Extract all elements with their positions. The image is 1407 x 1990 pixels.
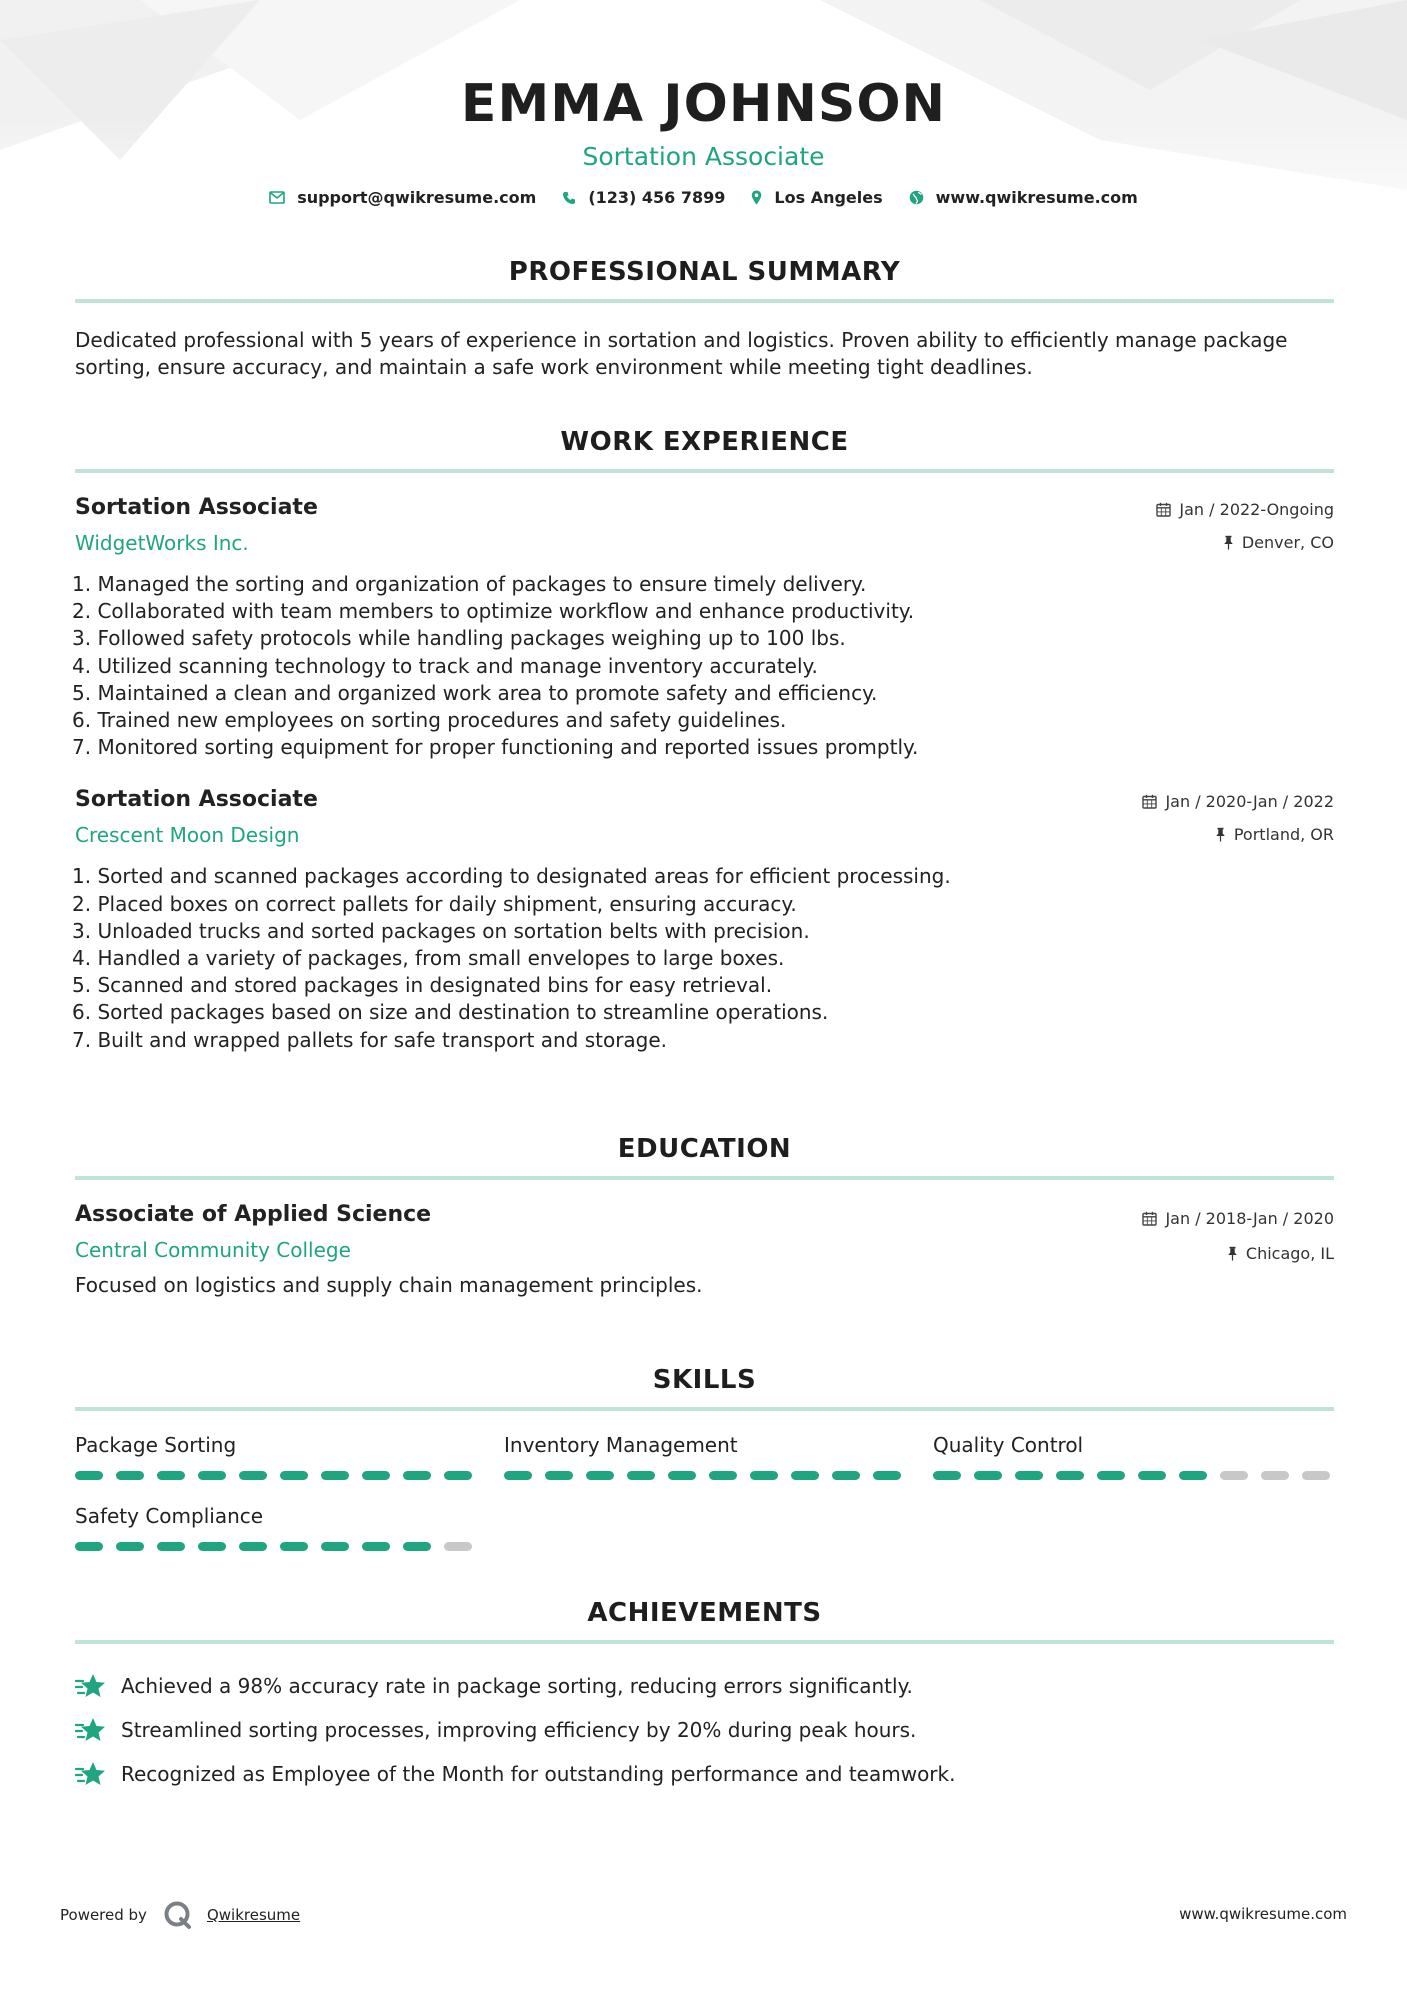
skill-segment-filled bbox=[280, 1542, 308, 1551]
duty-item: Followed safety protocols while handling packages weighing up to 100 lbs. bbox=[97, 626, 846, 651]
skill-segment-filled bbox=[873, 1471, 901, 1480]
achievements-list bbox=[75, 1664, 1334, 1796]
experience-heading: WORK EXPERIENCE bbox=[560, 427, 849, 457]
candidate-name: EMMA JOHNSON bbox=[460, 74, 947, 134]
phone-text: (123) 456 7899 bbox=[588, 188, 726, 207]
duty-item: Handled a variety of packages, from small envelopes to large boxes. bbox=[97, 946, 785, 971]
section-divider bbox=[75, 1176, 1334, 1180]
star-award-icon bbox=[75, 1716, 107, 1744]
education-entry bbox=[75, 1200, 1334, 1299]
skill-segment-filled bbox=[321, 1471, 349, 1480]
duty-item: Placed boxes on correct pallets for daily shipment, ensuring accuracy. bbox=[97, 891, 797, 916]
skill-segment-filled bbox=[1015, 1471, 1043, 1480]
skill-segment-filled bbox=[1138, 1471, 1166, 1480]
duty-item: Managed the sorting and organization of packages to ensure timely delivery. bbox=[97, 572, 867, 596]
candidate-title: Sortation Associate bbox=[582, 142, 825, 171]
skill-segment-filled bbox=[1097, 1471, 1125, 1480]
section-divider bbox=[75, 1640, 1334, 1644]
skill-segment-filled bbox=[791, 1471, 819, 1480]
skill-level-bar bbox=[933, 1471, 1333, 1480]
skill-segment-filled bbox=[668, 1471, 696, 1480]
section-divider bbox=[75, 299, 1334, 303]
skill-item bbox=[75, 1431, 475, 1480]
duty-item: Trained new employees on sorting procedures and safety guidelines. bbox=[97, 708, 787, 733]
job-title: Sortation Associate bbox=[75, 495, 318, 520]
skill-segment-filled bbox=[75, 1471, 103, 1480]
globe-icon bbox=[909, 190, 924, 205]
skill-segment-filled bbox=[403, 1542, 431, 1551]
duty-item: Unloaded trucks and sorted packages on sortation belts with precision. bbox=[97, 918, 810, 943]
skill-segment-filled bbox=[116, 1471, 144, 1480]
experience-section bbox=[75, 425, 1334, 1054]
email-text: support@qwikresume.com bbox=[297, 188, 537, 207]
job-dates-text: Jan / 2020-Jan / 2022 bbox=[1165, 791, 1334, 811]
envelope-icon bbox=[269, 191, 285, 204]
job-location-text: Denver, CO bbox=[1241, 532, 1334, 552]
skill-segment-filled bbox=[933, 1471, 961, 1480]
brand-link[interactable]: Qwikresume bbox=[206, 1906, 301, 1924]
skill-name: Inventory Management bbox=[504, 1433, 738, 1457]
skill-name: Quality Control bbox=[933, 1433, 1084, 1457]
duty-item: Built and wrapped pallets for safe transport and storage. bbox=[97, 1027, 668, 1052]
education-location-text: Chicago, IL bbox=[1245, 1243, 1334, 1263]
school-name: Central Community College bbox=[75, 1238, 351, 1262]
section-divider bbox=[75, 469, 1334, 473]
location-text: Los Angeles bbox=[774, 188, 883, 207]
skill-segment-filled bbox=[280, 1471, 308, 1480]
skill-segment-filled bbox=[750, 1471, 778, 1480]
duty-item: Sorted packages based on size and destination to streamline operations. bbox=[97, 1000, 829, 1025]
powered-by-label: Powered by bbox=[60, 1906, 147, 1924]
job-duties bbox=[75, 863, 1334, 1053]
skill-segment-filled bbox=[362, 1471, 390, 1480]
pushpin-icon bbox=[1227, 1246, 1238, 1261]
skill-segment-filled bbox=[974, 1471, 1002, 1480]
skill-segment-filled bbox=[362, 1542, 390, 1551]
skill-segment-filled bbox=[1056, 1471, 1084, 1480]
job-dates bbox=[1156, 493, 1334, 526]
job-title: Sortation Associate bbox=[75, 787, 318, 813]
duty-item: Collaborated with team members to optimize workflow and enhance productivity. bbox=[97, 599, 915, 624]
calendar-icon bbox=[1142, 794, 1157, 809]
skill-segment-filled bbox=[627, 1471, 655, 1480]
skill-segment-filled bbox=[75, 1542, 103, 1551]
star-award-icon bbox=[75, 1760, 107, 1788]
contact-email[interactable] bbox=[269, 188, 536, 207]
skill-segment-filled bbox=[321, 1542, 349, 1551]
education-meta bbox=[1142, 1200, 1334, 1270]
job-company: Crescent Moon Design bbox=[75, 823, 300, 848]
skill-segment-filled bbox=[586, 1471, 614, 1480]
skill-segment-filled bbox=[157, 1542, 185, 1551]
skills-grid bbox=[75, 1431, 1334, 1551]
degree-title: Associate of Applied Science bbox=[75, 1202, 432, 1227]
duty-item: Utilized scanning technology to track and manage inventory accurately. bbox=[97, 653, 818, 678]
skill-segment-filled bbox=[116, 1542, 144, 1551]
job-meta bbox=[1156, 493, 1334, 559]
skill-segment-empty bbox=[1261, 1471, 1289, 1480]
skill-segment-filled bbox=[504, 1471, 532, 1480]
summary-heading: PROFESSIONAL SUMMARY bbox=[508, 257, 901, 287]
job-dates-text: Jan / 2022-Ongoing bbox=[1179, 499, 1334, 519]
achievement-item bbox=[75, 1708, 1334, 1752]
skill-segment-filled bbox=[239, 1542, 267, 1551]
education-dates-text: Jan / 2018-Jan / 2020 bbox=[1165, 1208, 1334, 1228]
skill-segment-filled bbox=[198, 1542, 226, 1551]
achievement-text: Achieved a 98% accuracy rate in package sorting, reducing errors significantly. bbox=[121, 1673, 913, 1698]
resume-header bbox=[0, 70, 1407, 207]
duty-item: Monitored sorting equipment for proper functioning and reported issues promptly. bbox=[97, 735, 919, 760]
contact-website[interactable] bbox=[909, 188, 1138, 207]
skills-section bbox=[75, 1363, 1334, 1551]
footer-website[interactable]: www.qwikresume.com bbox=[1179, 1905, 1347, 1923]
skill-segment-empty bbox=[1220, 1471, 1248, 1480]
contact-row bbox=[0, 188, 1407, 207]
achievements-heading: ACHIEVEMENTS bbox=[587, 1598, 822, 1628]
job-duties bbox=[75, 571, 1334, 761]
skills-heading: SKILLS bbox=[652, 1365, 757, 1395]
education-location bbox=[1142, 1237, 1334, 1270]
skill-segment-filled bbox=[1179, 1471, 1207, 1480]
skill-segment-filled bbox=[832, 1471, 860, 1480]
skill-item bbox=[504, 1431, 904, 1480]
duty-item: Scanned and stored packages in designated bins for easy retrieval. bbox=[97, 973, 773, 998]
calendar-icon bbox=[1156, 502, 1171, 517]
job-entry bbox=[75, 785, 1334, 1053]
calendar-icon bbox=[1142, 1211, 1157, 1226]
achievement-text: Streamlined sorting processes, improving efficiency by 20% during peak hours. bbox=[121, 1717, 917, 1742]
job-location bbox=[1156, 526, 1334, 559]
contact-location bbox=[751, 188, 882, 207]
summary-text: Dedicated professional with 5 years of experience in sortation and logistics. Proven ability to efficiently manage package sorting, ensure accuracy, and maintain a safe work environment while meeting tight deadlines. bbox=[75, 328, 1288, 379]
achievement-text: Recognized as Employee of the Month for outstanding performance and teamwork. bbox=[121, 1761, 956, 1786]
skill-level-bar bbox=[75, 1542, 475, 1551]
job-entry bbox=[75, 493, 1334, 761]
job-location bbox=[1142, 818, 1334, 851]
skill-segment-filled bbox=[198, 1471, 226, 1480]
duty-item: Sorted and scanned packages according to designated areas for efficient processing. bbox=[97, 864, 951, 889]
footer-powered-by bbox=[60, 1900, 300, 1930]
skill-level-bar bbox=[504, 1471, 904, 1480]
pushpin-icon bbox=[1223, 535, 1234, 550]
education-heading: EDUCATION bbox=[617, 1134, 792, 1164]
skill-segment-empty bbox=[444, 1542, 472, 1551]
section-divider bbox=[75, 1407, 1334, 1411]
skill-name: Package Sorting bbox=[75, 1433, 237, 1457]
achievement-item bbox=[75, 1664, 1334, 1708]
job-dates bbox=[1142, 785, 1334, 818]
achievement-item bbox=[75, 1752, 1334, 1796]
achievements-section bbox=[75, 1596, 1334, 1796]
skill-segment-filled bbox=[403, 1471, 431, 1480]
job-company: WidgetWorks Inc. bbox=[75, 531, 249, 555]
qwikresume-logo-icon bbox=[163, 1900, 193, 1930]
website-text: www.qwikresume.com bbox=[935, 188, 1138, 207]
skill-name: Safety Compliance bbox=[75, 1504, 264, 1528]
education-dates bbox=[1142, 1200, 1334, 1237]
skill-segment-empty bbox=[1302, 1471, 1330, 1480]
skill-segment-filled bbox=[709, 1471, 737, 1480]
summary-section bbox=[75, 255, 1334, 381]
duty-item: Maintained a clean and organized work area to promote safety and efficiency. bbox=[97, 680, 878, 705]
education-description: Focused on logistics and supply chain management principles. bbox=[75, 1273, 703, 1297]
skill-item bbox=[75, 1502, 475, 1551]
contact-phone[interactable] bbox=[562, 188, 725, 207]
skill-level-bar bbox=[75, 1471, 475, 1480]
skill-segment-filled bbox=[239, 1471, 267, 1480]
education-section bbox=[75, 1132, 1334, 1299]
skill-segment-filled bbox=[157, 1471, 185, 1480]
phone-icon bbox=[562, 191, 576, 205]
map-pin-icon bbox=[751, 190, 762, 205]
pushpin-icon bbox=[1215, 827, 1226, 842]
skill-segment-filled bbox=[444, 1471, 472, 1480]
star-award-icon bbox=[75, 1672, 107, 1700]
job-meta bbox=[1142, 785, 1334, 851]
skill-segment-filled bbox=[545, 1471, 573, 1480]
skill-item bbox=[933, 1431, 1333, 1480]
job-location-text: Portland, OR bbox=[1233, 824, 1334, 844]
